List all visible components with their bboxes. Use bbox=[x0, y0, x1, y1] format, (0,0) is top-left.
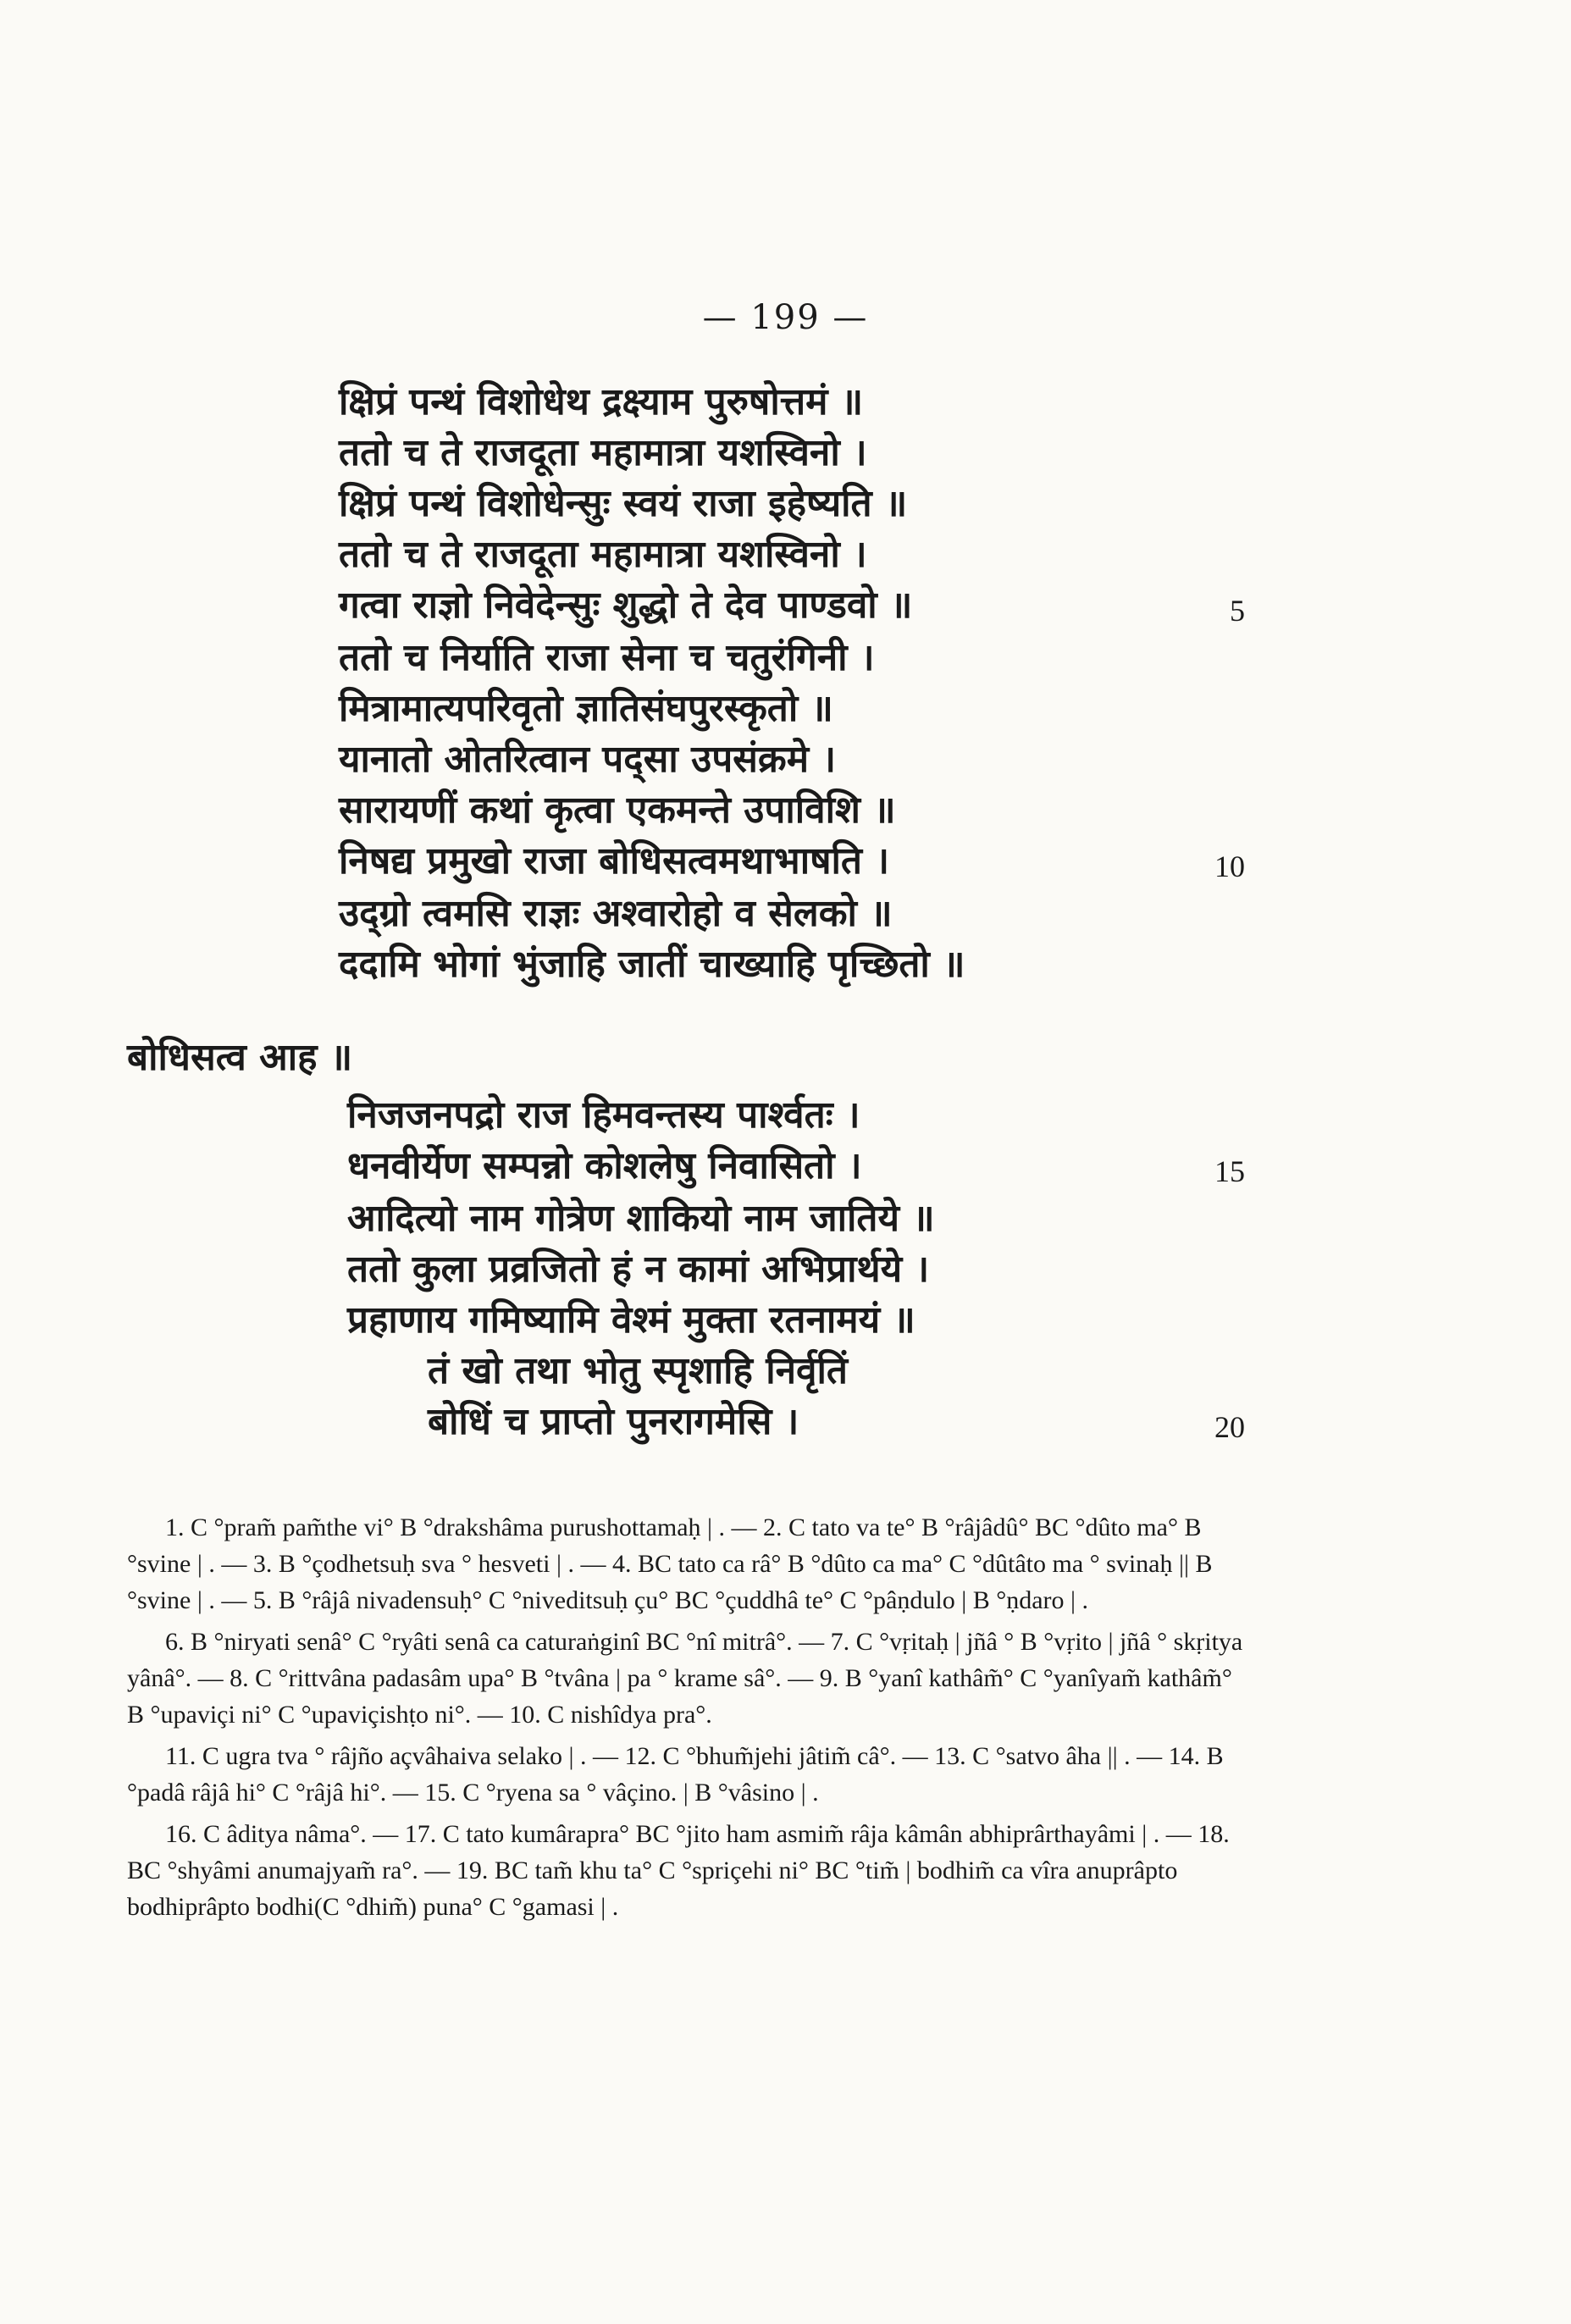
verse-line: निषद्य प्रमुखो राजा बोधिसत्वमथाभाषति । bbox=[339, 839, 889, 883]
line-number: 5 bbox=[1230, 594, 1245, 628]
footnote-paragraph: 1. C °pram̃ pam̃the vi° B °drakshâma purushottamaḥ | . — 2. C tato va te° B °râjâdû° BC °dûto ma° B °svine | . — 3. B °çodhetsuḥ sva ° hesveti | . — 4. BC tato ca râ° B °dûto ca ma° C °dûtâto ma ° svinaḥ || B °svine | . — 5. B °râjâ nivadensuḥ° C °niveditsuḥ çu° BC °çuddhâ te° C °pâṇdulo | B °ṇdaro | . bbox=[127, 1513, 1213, 1614]
verse-line: आदित्यो नाम गोत्रेण शाकियो नाम जातिये ॥ bbox=[347, 1197, 935, 1240]
page-number: — 199 — bbox=[702, 298, 869, 337]
verse-line: गत्वा राज्ञो निवेदेन्सुः शुद्धो ते देव पाण्डवो ॥ bbox=[339, 584, 913, 627]
verse-line: ततो च निर्याति राजा सेना च चतुरंगिनी । bbox=[339, 636, 875, 679]
verse-line: निजजनपद्रो राज हिमवन्तस्य पार्श्वतः । bbox=[347, 1093, 860, 1137]
verse-line: क्षिप्रं पन्थं विशोधेथ द्रक्ष्याम पुरुषोत्तमं ॥ bbox=[339, 380, 864, 423]
verse-line: धनवीर्येण सम्पन्नो कोशलेषु निवासितो । bbox=[347, 1144, 862, 1187]
verse-line: उद्ग्रो त्वमसि राज्ञः अश्वारोहो व सेलको ॥ bbox=[339, 892, 893, 935]
verse-line: ततो च ते राजदूता महामात्रा यशस्विनो । bbox=[339, 533, 867, 576]
line-number: 10 bbox=[1214, 849, 1245, 883]
speaker-heading: बोधिसत्व आह ॥ bbox=[127, 1036, 353, 1079]
verse-line: तं खो तथा भोतु स्पृशाहि निर्वृतिं bbox=[428, 1349, 848, 1392]
critical-apparatus bbox=[127, 1509, 1253, 1930]
verse-line: सारायणीं कथां कृत्वा एकमन्ते उपाविशि ॥ bbox=[339, 788, 896, 832]
footnote-paragraph: 11. C ugra tva ° râjño açvâhaiva selako | . — 12. C °bhum̃jehi jâtim̃ câ°. — 13. C °satvo âha || . — 14. B °padâ râjâ hi° C °râjâ hi°. — 15. C °ryena sa ° vâçino. | B °vâsino | . bbox=[127, 1742, 1224, 1807]
verse-line: ततो कुला प्रव्रजितो हं न कामां अभिप्रार्थये । bbox=[347, 1248, 930, 1291]
verse-line: मित्रामात्यपरिवृतो ज्ञातिसंघपुरस्कृतो ॥ bbox=[339, 687, 833, 730]
line-number: 20 bbox=[1214, 1410, 1245, 1444]
verse-line: क्षिप्रं पन्थं विशोधेन्सुः स्वयं राजा इहेष्यति ॥ bbox=[339, 482, 908, 525]
verse-line: ददामि भोगां भुंजाहि जातीं चाख्याहि पृच्छितो ॥ bbox=[339, 943, 965, 986]
footnote-paragraph: 16. C âditya nâma°. — 17. C tato kumârapra° BC °jito ham asmim̃ râja kâmân abhiprârthayâmi | . — 18. BC °shyâmi anumajyam̃ ra°. — 19. BC tam̃ khu ta° C °spriçehi ni° BC °tim̃ | bodhim̃ ca vîra anuprâpto bodhiprâpto bodhi(C °dhim̃) puna° C °gamasi | . bbox=[127, 1820, 1230, 1921]
line-number: 15 bbox=[1214, 1154, 1245, 1188]
verse-line: यानातो ओतरित्वान पद्सा उपसंक्रमे । bbox=[339, 738, 837, 781]
verse-line: प्रहाणाय गमिष्यामि वेश्मं मुक्ता रतनामयं ॥ bbox=[347, 1298, 915, 1342]
footnote-paragraph: 6. B °niryati senâ° C °ryâti senâ ca caturaṅginî BC °nî mitrâ°. — 7. C °vṛitaḥ | jñâ ° B °vṛito | jñâ ° skṛitya yânâ°. — 8. C °rittvâna padasâm upa° B °tvâna | pa ° krame sâ°. — 9. B °yanî kathâm̃° C °yanîyam̃ kathâm̃° B °upaviçi ni° C °upaviçishṭo ni°. — 10. C nishîdya pra°. bbox=[127, 1628, 1243, 1729]
verse-line: बोधिं च प्राप्तो पुनरागमेसि । bbox=[428, 1400, 799, 1443]
verse-line: ततो च ते राजदूता महामात्रा यशस्विनो । bbox=[339, 431, 867, 474]
